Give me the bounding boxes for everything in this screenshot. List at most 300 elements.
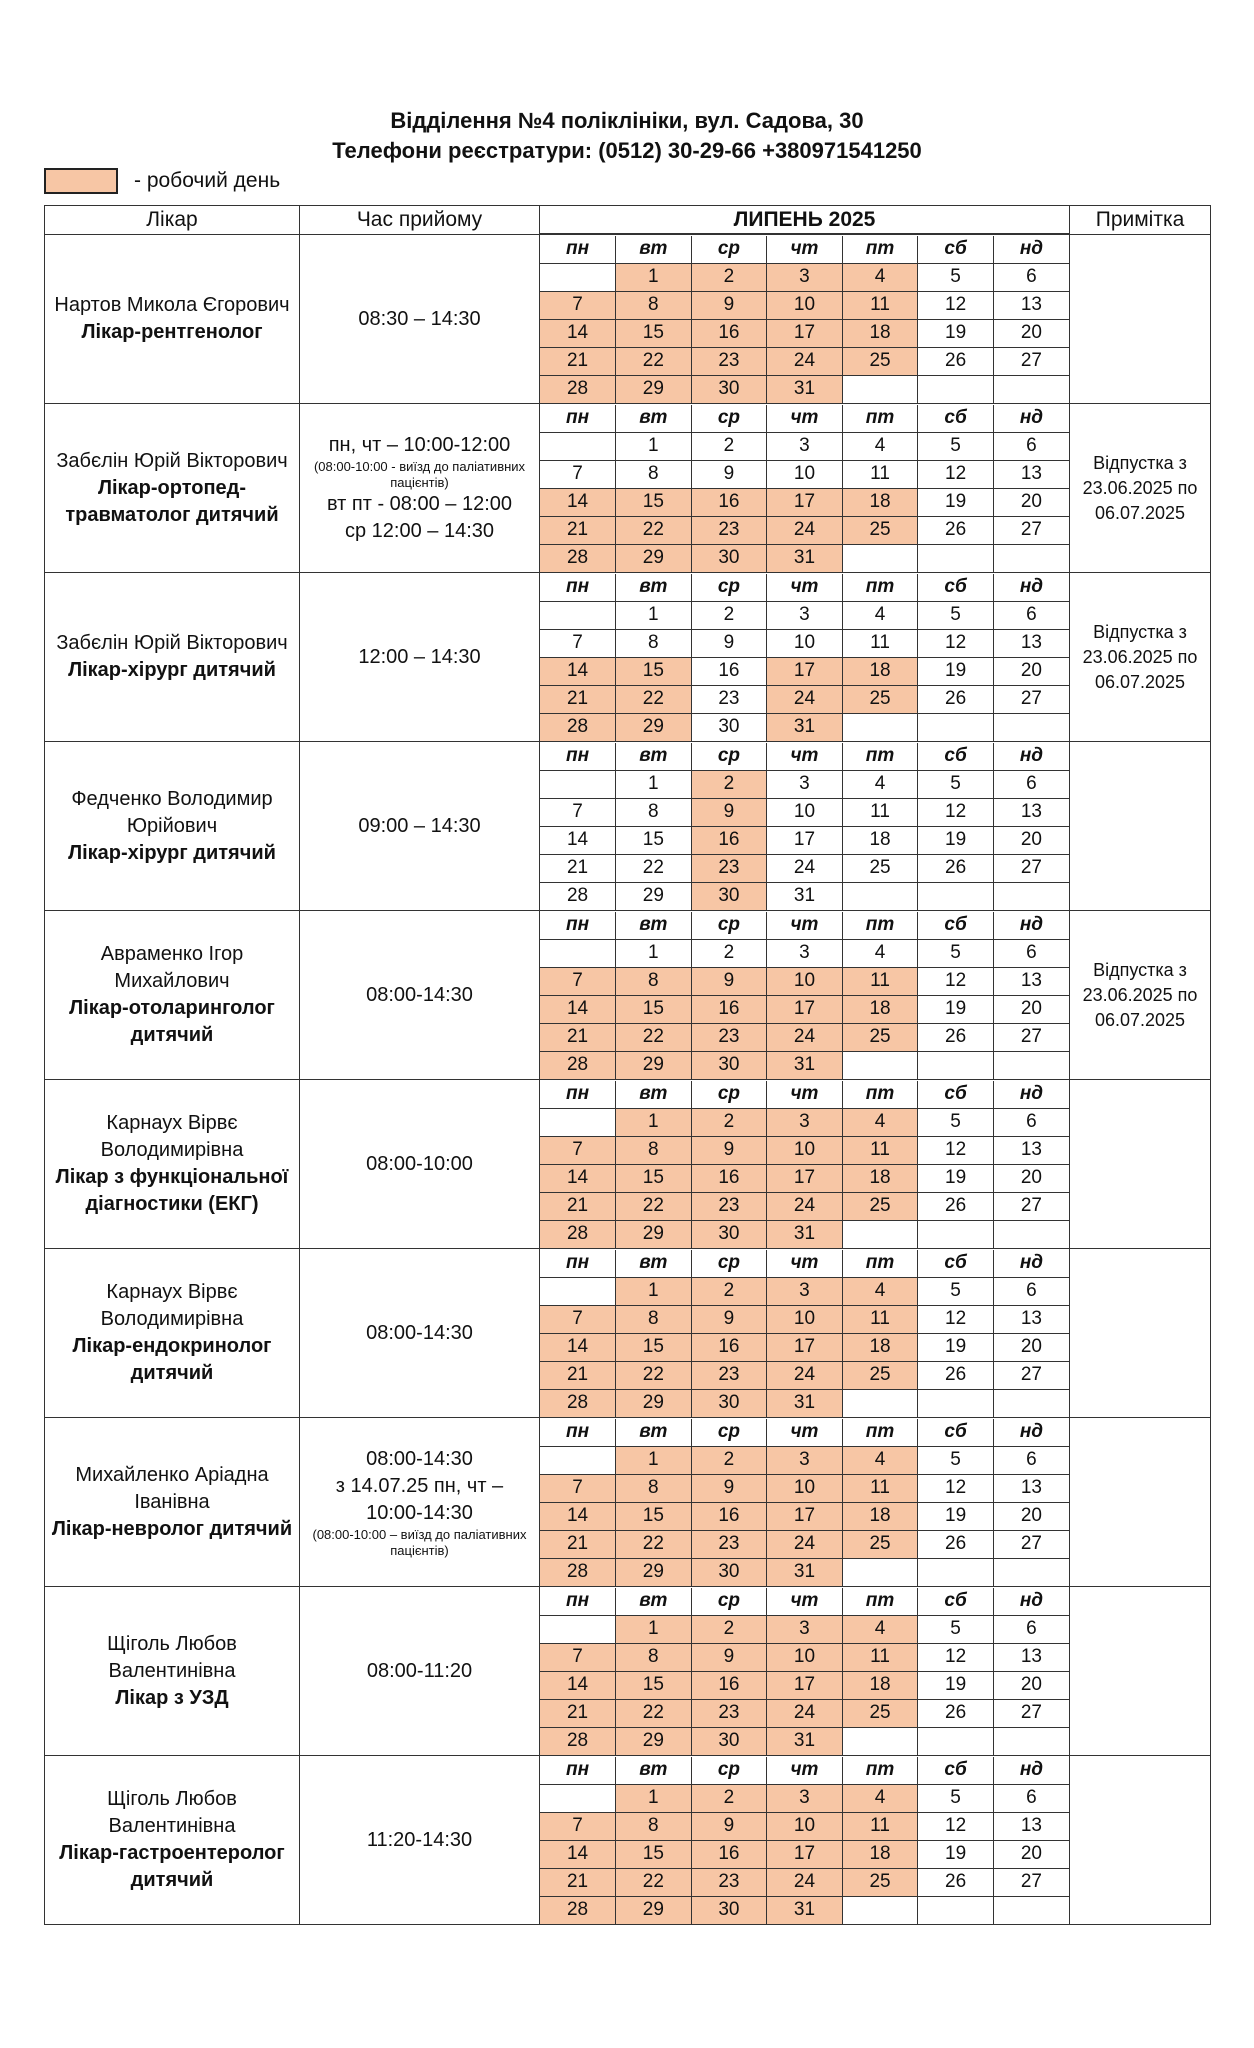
calendar-day: 5 (918, 1277, 994, 1305)
weekday-label: ср (691, 743, 767, 771)
calendar-day-working: 11 (842, 1643, 918, 1671)
doctor-specialty: Лікар-невролог дитячий (51, 1517, 293, 1540)
calendar-day: 6 (993, 1108, 1069, 1136)
weekday-label: вт (616, 912, 692, 940)
schedule-line: з 14.07.25 пн, чт – (335, 1474, 504, 1497)
calendar-day-working: 31 (767, 1051, 843, 1079)
doctor-name: Федченко Володимир Юрійович (71, 787, 273, 837)
calendar-day-empty (993, 713, 1069, 741)
weekday-label: ср (691, 1081, 767, 1109)
calendar-day: 7 (540, 460, 616, 488)
schedule-cell (300, 573, 540, 742)
calendar-day: 1 (616, 770, 692, 798)
calendar-day-working: 16 (691, 1333, 767, 1361)
note-cell (1070, 404, 1211, 573)
calendar-day: 27 (993, 854, 1069, 882)
calendar-day-working: 30 (691, 882, 767, 910)
calendar-day-empty (993, 375, 1069, 403)
calendar-day-working: 10 (767, 967, 843, 995)
calendar-day: 19 (918, 826, 994, 854)
calendar-day-working: 24 (767, 347, 843, 375)
weekday-label: вт (616, 1419, 692, 1447)
weekday-label: чт (767, 1250, 843, 1278)
weekday-label: пн (540, 743, 616, 771)
calendar-day: 1 (616, 939, 692, 967)
calendar-cell (540, 1080, 1070, 1249)
calendar-day: 5 (918, 939, 994, 967)
weekday-label: ср (691, 1757, 767, 1785)
schedule-line: 12:00 – 14:30 (358, 645, 481, 668)
calendar-day: 30 (691, 713, 767, 741)
calendar-day: 27 (993, 1361, 1069, 1389)
calendar-day: 13 (993, 1474, 1069, 1502)
schedule-line: (08:00-10:00 – виїзд до паліативних пацієнтів) (312, 1526, 527, 1558)
doctor-cell (45, 1418, 300, 1587)
calendar-day: 26 (918, 685, 994, 713)
calendar-day: 26 (918, 854, 994, 882)
calendar-day-working: 9 (691, 291, 767, 319)
calendar-day-working: 18 (842, 1502, 918, 1530)
calendar-day: 11 (842, 629, 918, 657)
calendar-day-working: 18 (842, 1671, 918, 1699)
calendar-day: 17 (767, 826, 843, 854)
calendar-day-working: 1 (616, 263, 692, 291)
schedule-line: вт пт - 08:00 – 12:00 (327, 492, 512, 515)
calendar-day: 27 (993, 1023, 1069, 1051)
calendar-day-working: 29 (616, 1558, 692, 1586)
calendar-day-working: 23 (691, 854, 767, 882)
calendar-day-working: 21 (540, 1192, 616, 1220)
schedule-line: 11:20-14:30 (366, 1828, 473, 1851)
calendar-day: 19 (918, 1502, 994, 1530)
calendar-day-working: 31 (767, 713, 843, 741)
calendar-day-working: 8 (616, 1305, 692, 1333)
weekday-label: пт (842, 1588, 918, 1616)
calendar-day-working: 16 (691, 488, 767, 516)
calendar-day: 12 (918, 1812, 994, 1840)
calendar-day-working: 16 (691, 319, 767, 347)
calendar-day: 6 (993, 1784, 1069, 1812)
calendar-day-working: 28 (540, 1896, 616, 1924)
calendar-cell (540, 235, 1070, 404)
calendar-day: 26 (918, 1361, 994, 1389)
calendar-day-working: 30 (691, 1558, 767, 1586)
calendar-day-working: 11 (842, 1305, 918, 1333)
calendar-day: 5 (918, 263, 994, 291)
schedule-line: (08:00-10:00 - виїзд до паліативних пацієнтів) (313, 458, 526, 490)
calendar-day-empty (540, 1108, 616, 1136)
calendar-day-working: 11 (842, 1812, 918, 1840)
weekday-label: пн (540, 1081, 616, 1109)
calendar-day: 6 (993, 601, 1069, 629)
calendar-day-working: 2 (691, 1615, 767, 1643)
note-cell (1070, 1418, 1211, 1587)
doctor-cell (45, 742, 300, 911)
calendar-day-empty (918, 1727, 994, 1755)
calendar-day-working: 8 (616, 1474, 692, 1502)
calendar-day: 3 (767, 432, 843, 460)
calendar-day: 6 (993, 770, 1069, 798)
calendar-day-empty (918, 1220, 994, 1248)
weekday-label: пн (540, 1588, 616, 1616)
weekday-label: вт (616, 1588, 692, 1616)
month-calendar (540, 405, 1069, 572)
calendar-day-working: 7 (540, 967, 616, 995)
calendar-day-working: 16 (691, 1840, 767, 1868)
calendar-day: 27 (993, 1699, 1069, 1727)
calendar-day-working: 28 (540, 1727, 616, 1755)
doctor-row (45, 1756, 1211, 1925)
calendar-day-working: 29 (616, 544, 692, 572)
calendar-day: 24 (767, 854, 843, 882)
schedule-line: 08:00-10:00 (366, 1152, 473, 1175)
calendar-day: 4 (842, 601, 918, 629)
calendar-day: 13 (993, 1136, 1069, 1164)
month-calendar (540, 912, 1069, 1079)
weekday-label: сб (918, 1250, 994, 1278)
calendar-day-working: 17 (767, 1333, 843, 1361)
calendar-day-working: 4 (842, 1446, 918, 1474)
weekday-label: пт (842, 912, 918, 940)
calendar-day: 6 (993, 432, 1069, 460)
doctor-name: Карнаух Вірвє Володимирівна (100, 1281, 244, 1330)
calendar-day-working: 15 (616, 1502, 692, 1530)
calendar-day: 5 (918, 1615, 994, 1643)
calendar-day: 11 (842, 460, 918, 488)
calendar-day-working: 16 (691, 1164, 767, 1192)
weekday-label: сб (918, 574, 994, 602)
doctor-name: Забєлін Юрій Вікторович (56, 632, 288, 654)
calendar-day-working: 9 (691, 798, 767, 826)
calendar-day: 4 (842, 770, 918, 798)
calendar-day-empty (842, 375, 918, 403)
doctor-specialty: Лікар-хірург дитячий (68, 841, 276, 864)
calendar-day: 20 (993, 1164, 1069, 1192)
calendar-day-empty (540, 601, 616, 629)
schedule-cell (300, 742, 540, 911)
doctor-specialty: Лікар-ендокринолог дитячий (72, 1335, 272, 1384)
calendar-day-working: 23 (691, 1530, 767, 1558)
calendar-day-empty (842, 1389, 918, 1417)
weekday-label: сб (918, 1757, 994, 1785)
weekday-label: ср (691, 1419, 767, 1447)
calendar-day: 6 (993, 939, 1069, 967)
calendar-day: 12 (918, 798, 994, 826)
calendar-day-working: 14 (540, 1502, 616, 1530)
calendar-day-working: 18 (842, 488, 918, 516)
calendar-day-working: 28 (540, 1220, 616, 1248)
calendar-day: 23 (691, 685, 767, 713)
weekday-label: вт (616, 1081, 692, 1109)
doctor-cell (45, 573, 300, 742)
weekday-label: вт (616, 236, 692, 264)
calendar-day: 20 (993, 1502, 1069, 1530)
calendar-day-working: 8 (616, 967, 692, 995)
doctor-specialty: Лікар з УЗД (115, 1686, 229, 1709)
calendar-day: 28 (540, 882, 616, 910)
calendar-day: 2 (691, 601, 767, 629)
weekday-label: чт (767, 743, 843, 771)
weekday-label: чт (767, 1081, 843, 1109)
weekday-label: чт (767, 1757, 843, 1785)
weekday-label: пн (540, 1250, 616, 1278)
calendar-day-empty (993, 1727, 1069, 1755)
doctor-row (45, 911, 1211, 1080)
weekday-label: пн (540, 574, 616, 602)
calendar-day-working: 31 (767, 1389, 843, 1417)
calendar-day-working: 15 (616, 1333, 692, 1361)
calendar-day-working: 28 (540, 713, 616, 741)
calendar-day-working: 25 (842, 347, 918, 375)
calendar-day-working: 25 (842, 516, 918, 544)
doctor-specialty: Лікар-ортопед-травматолог дитячий (65, 476, 279, 526)
calendar-day: 8 (616, 460, 692, 488)
weekday-label: чт (767, 405, 843, 433)
doctor-specialty: Лікар-хірург дитячий (68, 659, 276, 681)
weekday-label: пт (842, 743, 918, 771)
calendar-day-working: 29 (616, 1896, 692, 1924)
month-calendar (540, 1757, 1069, 1924)
calendar-day: 19 (918, 995, 994, 1023)
calendar-day-working: 30 (691, 375, 767, 403)
calendar-day-working: 18 (842, 657, 918, 685)
doctor-row (45, 1249, 1211, 1418)
calendar-day-working: 28 (540, 375, 616, 403)
calendar-day-empty (540, 432, 616, 460)
calendar-day: 13 (993, 291, 1069, 319)
schedule-line: 08:30 – 14:30 (358, 307, 481, 330)
doctor-rows (45, 235, 1211, 1925)
calendar-day-working: 24 (767, 1699, 843, 1727)
calendar-day-working: 2 (691, 263, 767, 291)
doctor-row (45, 1080, 1211, 1249)
calendar-day-working: 14 (540, 657, 616, 685)
schedule-table (44, 205, 1211, 1925)
calendar-day: 20 (993, 657, 1069, 685)
calendar-day-working: 21 (540, 516, 616, 544)
calendar-day: 25 (842, 854, 918, 882)
calendar-day: 27 (993, 516, 1069, 544)
calendar-day: 3 (767, 939, 843, 967)
weekday-label: пт (842, 1250, 918, 1278)
weekday-label: чт (767, 1419, 843, 1447)
doctor-cell (45, 1587, 300, 1756)
schedule-cell (300, 1756, 540, 1925)
month-calendar (540, 1588, 1069, 1755)
weekday-label: вт (616, 743, 692, 771)
calendar-day-empty (993, 1220, 1069, 1248)
schedule-line: 08:00-14:30 (366, 1321, 473, 1344)
weekday-label: нд (993, 1757, 1069, 1785)
calendar-day: 20 (993, 1840, 1069, 1868)
calendar-day-working: 4 (842, 1277, 918, 1305)
calendar-day-empty (918, 1896, 994, 1924)
calendar-day-working: 18 (842, 1840, 918, 1868)
calendar-day-empty (842, 544, 918, 572)
doctor-cell (45, 404, 300, 573)
doctor-name: Забєлін Юрій Вікторович (56, 449, 288, 472)
calendar-day: 5 (918, 1784, 994, 1812)
weekday-label: пт (842, 405, 918, 433)
schedule-line: 08:00-14:30 (366, 983, 473, 1006)
weekday-label: пн (540, 1419, 616, 1447)
weekday-label: пт (842, 1419, 918, 1447)
doctor-name: Авраменко Ігор Михайлович (100, 943, 244, 992)
calendar-day-working: 7 (540, 1305, 616, 1333)
calendar-day-working: 11 (842, 1136, 918, 1164)
calendar-day-working: 30 (691, 1896, 767, 1924)
calendar-day: 20 (993, 1333, 1069, 1361)
calendar-day-working: 2 (691, 1784, 767, 1812)
calendar-day: 15 (616, 826, 692, 854)
note-cell (1070, 573, 1211, 742)
schedule-cell (300, 235, 540, 404)
calendar-day-working: 10 (767, 1136, 843, 1164)
calendar-day-working: 21 (540, 347, 616, 375)
calendar-day: 6 (993, 1615, 1069, 1643)
calendar-day: 12 (918, 967, 994, 995)
calendar-day-working: 8 (616, 1643, 692, 1671)
weekday-label: сб (918, 405, 994, 433)
calendar-day-working: 14 (540, 995, 616, 1023)
calendar-day-working: 9 (691, 1305, 767, 1333)
calendar-day: 4 (842, 939, 918, 967)
calendar-day-working: 23 (691, 1361, 767, 1389)
calendar-day-working: 15 (616, 995, 692, 1023)
calendar-day: 7 (540, 798, 616, 826)
calendar-day: 5 (918, 601, 994, 629)
calendar-day-empty (993, 882, 1069, 910)
calendar-day-working: 17 (767, 1502, 843, 1530)
weekday-label: сб (918, 1081, 994, 1109)
doctor-cell (45, 911, 300, 1080)
calendar-day-working: 16 (691, 1502, 767, 1530)
calendar-day: 10 (767, 629, 843, 657)
weekday-label: вт (616, 574, 692, 602)
calendar-day-working: 30 (691, 1220, 767, 1248)
calendar-day-empty (540, 1277, 616, 1305)
calendar-day-working: 30 (691, 1389, 767, 1417)
weekday-label: ср (691, 405, 767, 433)
calendar-day-working: 1 (616, 1277, 692, 1305)
calendar-day-working: 11 (842, 967, 918, 995)
doctor-name: Щіголь Любов Валентинівна (107, 1632, 237, 1682)
doctor-row (45, 1587, 1211, 1756)
calendar-day: 14 (540, 826, 616, 854)
calendar-day-working: 24 (767, 1530, 843, 1558)
weekday-label: сб (918, 1419, 994, 1447)
note-cell (1070, 1080, 1211, 1249)
calendar-day-empty (842, 1220, 918, 1248)
doctor-name: Карнаух Вірвє Володимирівна (100, 1112, 244, 1161)
calendar-day: 26 (918, 1192, 994, 1220)
calendar-day: 5 (918, 432, 994, 460)
calendar-day-working: 23 (691, 1868, 767, 1896)
calendar-day-working: 4 (842, 1108, 918, 1136)
weekday-label: нд (993, 1081, 1069, 1109)
month-calendar (540, 574, 1069, 741)
calendar-day-working: 1 (616, 1446, 692, 1474)
calendar-day-empty (540, 1446, 616, 1474)
calendar-day-working: 15 (616, 1164, 692, 1192)
calendar-day-working: 31 (767, 1727, 843, 1755)
calendar-day: 18 (842, 826, 918, 854)
calendar-day-working: 1 (616, 1108, 692, 1136)
calendar-cell (540, 573, 1070, 742)
schedule-line: ср 12:00 – 14:30 (344, 519, 494, 542)
calendar-day: 8 (616, 798, 692, 826)
calendar-day-empty (540, 1784, 616, 1812)
calendar-day: 19 (918, 488, 994, 516)
calendar-day-working: 23 (691, 516, 767, 544)
doctor-specialty: Лікар-рентгенолог (81, 321, 263, 343)
calendar-day-working: 4 (842, 1615, 918, 1643)
calendar-day-working: 31 (767, 375, 843, 403)
calendar-day: 13 (993, 629, 1069, 657)
weekday-label: чт (767, 912, 843, 940)
col-header-month: ЛИПЕНЬ 2025 (540, 206, 1070, 234)
schedule-line: 08:00-11:20 (366, 1659, 473, 1682)
calendar-day-working: 30 (691, 1051, 767, 1079)
calendar-day-working: 25 (842, 1699, 918, 1727)
note-cell (1070, 1587, 1211, 1756)
calendar-day-working: 29 (616, 1051, 692, 1079)
legend (44, 168, 280, 194)
doctor-row (45, 573, 1211, 742)
weekday-label: нд (993, 743, 1069, 771)
calendar-day-working: 3 (767, 1446, 843, 1474)
schedule-line: 10:00-14:30 (366, 1501, 473, 1524)
calendar-day-working: 24 (767, 1023, 843, 1051)
calendar-day-empty (993, 1558, 1069, 1586)
calendar-day: 13 (993, 1643, 1069, 1671)
calendar-day-working: 22 (616, 516, 692, 544)
month-calendar (540, 1419, 1069, 1586)
calendar-day-working: 9 (691, 1643, 767, 1671)
month-calendar (540, 743, 1069, 910)
calendar-day: 10 (767, 460, 843, 488)
weekday-label: нд (993, 912, 1069, 940)
calendar-day-working: 28 (540, 544, 616, 572)
calendar-cell (540, 1418, 1070, 1587)
weekday-label: пт (842, 574, 918, 602)
calendar-day-working: 10 (767, 1643, 843, 1671)
weekday-label: нд (993, 574, 1069, 602)
month-calendar (540, 1250, 1069, 1417)
calendar-day: 3 (767, 770, 843, 798)
schedule-line: 08:00-14:30 (366, 1447, 473, 1470)
calendar-day-working: 29 (616, 1220, 692, 1248)
calendar-day-empty (918, 1051, 994, 1079)
calendar-day-working: 9 (691, 1812, 767, 1840)
calendar-day-working: 22 (616, 347, 692, 375)
calendar-day: 2 (691, 939, 767, 967)
calendar-day: 6 (993, 1446, 1069, 1474)
calendar-day: 26 (918, 1699, 994, 1727)
calendar-day-working: 25 (842, 1868, 918, 1896)
note-cell (1070, 911, 1211, 1080)
calendar-day: 21 (540, 854, 616, 882)
calendar-day-working: 24 (767, 516, 843, 544)
schedule-cell (300, 1418, 540, 1587)
calendar-day-working: 17 (767, 1671, 843, 1699)
calendar-day-empty (540, 263, 616, 291)
calendar-day-working: 18 (842, 1164, 918, 1192)
calendar-day-working: 11 (842, 291, 918, 319)
calendar-day-empty (842, 1051, 918, 1079)
note-cell (1070, 742, 1211, 911)
calendar-day-working: 23 (691, 1023, 767, 1051)
